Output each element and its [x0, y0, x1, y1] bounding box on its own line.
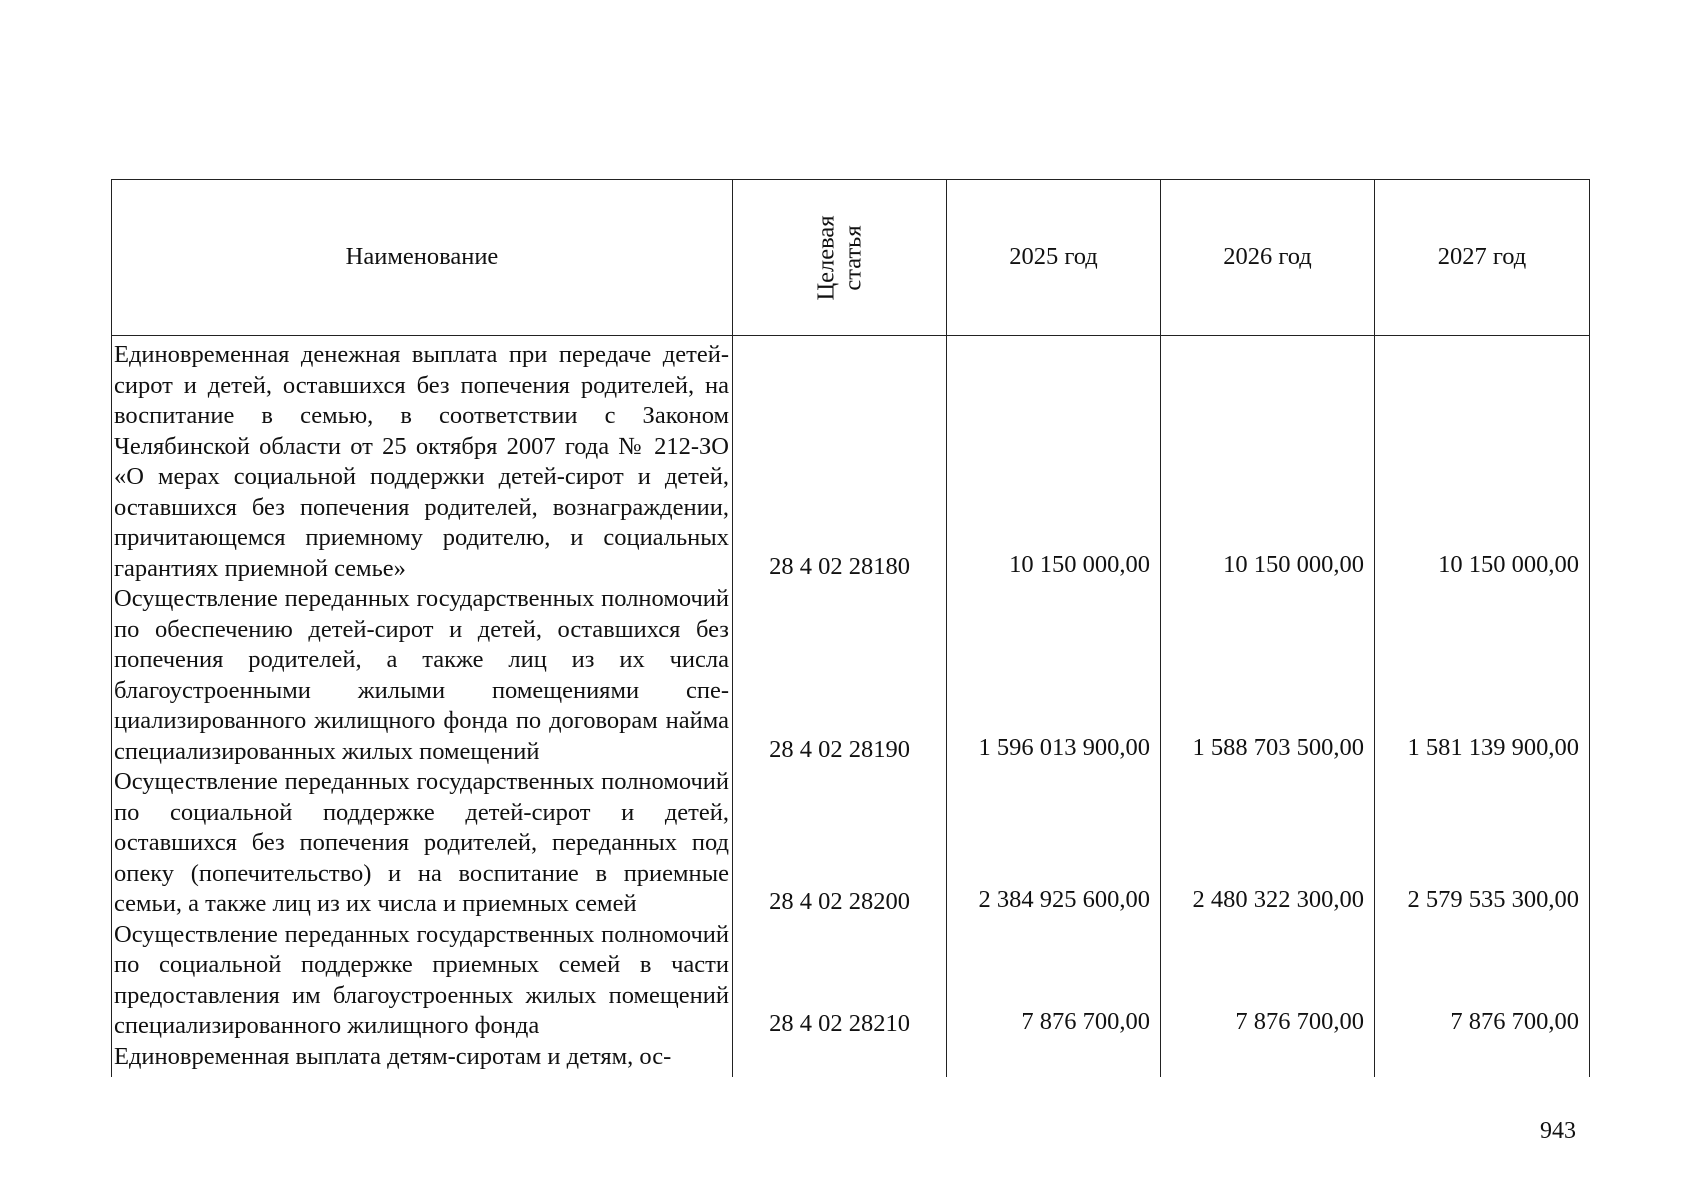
row-value-2025: 1 596 013 900,00 — [947, 584, 1161, 767]
row-code: 28 4 02 28210 — [733, 920, 947, 1042]
header-code-line2: статья — [839, 224, 867, 291]
budget-table — [111, 179, 1590, 1077]
header-name: Наименование — [112, 180, 733, 336]
table-row — [112, 584, 1590, 767]
row-value-2027: 7 876 700,00 — [1375, 920, 1590, 1042]
row-code — [733, 1042, 947, 1077]
table-row — [112, 767, 1590, 920]
row-value-2026 — [1161, 1042, 1375, 1077]
row-name: Осуществление переданных государственных полномочий по обеспечению детей-сирот и детей, оставшихся без попечения родителей, а также лиц из их числа благоустроенными жилыми помещениями специализированного жилищного фонда по договорам найма специализированных жилых помещений — [112, 584, 733, 767]
row-value-2026: 10 150 000,00 — [1161, 336, 1375, 585]
row-code: 28 4 02 28180 — [733, 336, 947, 585]
row-name: Осуществление переданных государственных полномочий по социальной поддержке детей-сирот и детей, оставшихся без попечения родителей, переданных под опеку (попечительство) и на воспитание в приемные семьи, а также лиц из их числа и приемных семей — [112, 767, 733, 920]
row-value-2025: 7 876 700,00 — [947, 920, 1161, 1042]
row-value-2027: 1 581 139 900,00 — [1375, 584, 1590, 767]
row-value-2025: 2 384 925 600,00 — [947, 767, 1161, 920]
table-row — [112, 1042, 1590, 1077]
row-value-2025 — [947, 1042, 1161, 1077]
header-code — [733, 180, 947, 336]
row-name: Единовременная денежная выплата при передаче детей-сирот и детей, оставшихся без попечения родителей, на воспитание в семью, в соответствии с Законом Челябинской области от 25 октября 2007 года № 212-ЗО «О мерах социальной поддержки детей-сирот и детей, оставшихся без попечения родителей, вознаграждении, причитающемся приемному родителю, и социальных гарантиях приемной семье» — [112, 336, 733, 585]
header-2026: 2026 год — [1161, 180, 1375, 336]
header-2027: 2027 год — [1375, 180, 1590, 336]
row-name: Единовременная выплата детям-сиротам и детям, ос- — [112, 1042, 733, 1077]
header-code-line1: Целевая — [812, 214, 840, 301]
row-value-2026: 1 588 703 500,00 — [1161, 584, 1375, 767]
row-value-2026: 7 876 700,00 — [1161, 920, 1375, 1042]
table-header-row — [112, 180, 1590, 336]
row-value-2027: 10 150 000,00 — [1375, 336, 1590, 585]
table-row — [112, 920, 1590, 1042]
header-2025: 2025 год — [947, 180, 1161, 336]
row-value-2025: 10 150 000,00 — [947, 336, 1161, 585]
table-row — [112, 336, 1590, 585]
row-code: 28 4 02 28200 — [733, 767, 947, 920]
row-value-2026: 2 480 322 300,00 — [1161, 767, 1375, 920]
row-value-2027 — [1375, 1042, 1590, 1077]
row-code: 28 4 02 28190 — [733, 584, 947, 767]
row-value-2027: 2 579 535 300,00 — [1375, 767, 1590, 920]
row-name: Осуществление переданных государственных полномочий по социальной поддержке приемных семей в части предоставления им благоустроенных жилых помещений специализированного жилищного фонда — [112, 920, 733, 1042]
page-number: 943 — [1540, 1118, 1576, 1144]
